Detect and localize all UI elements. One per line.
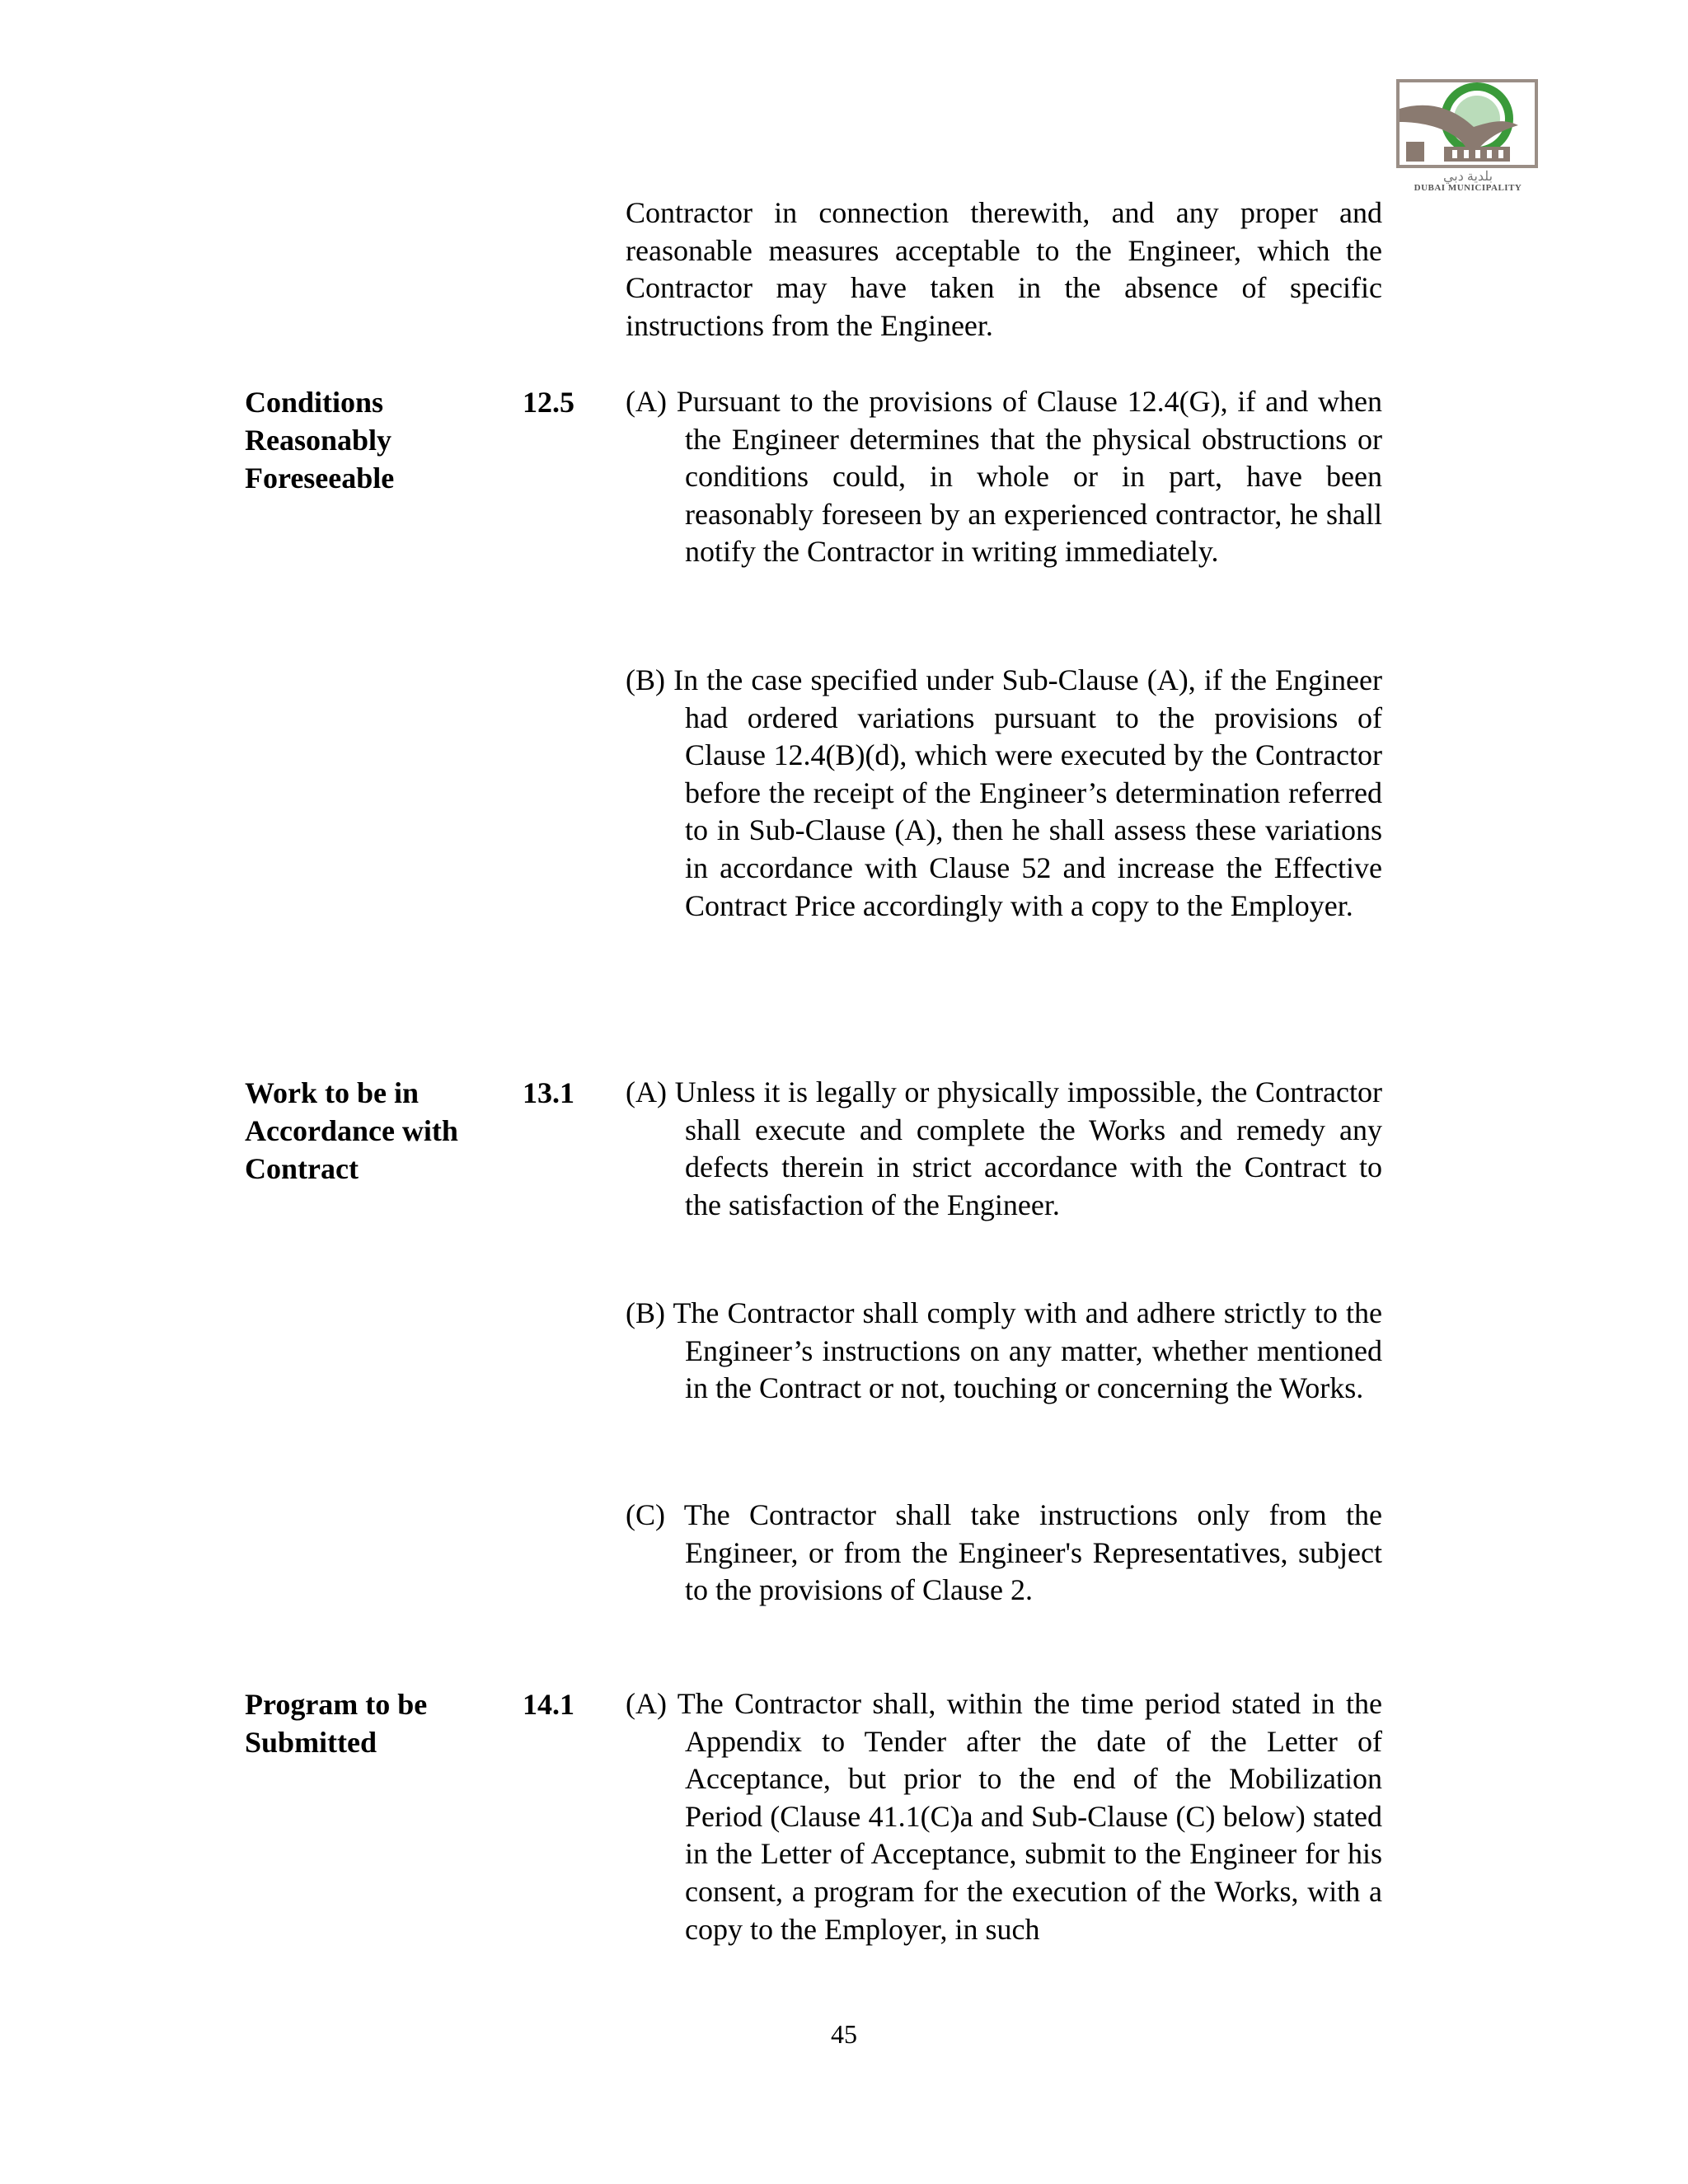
clause-number: 14.1 (523, 1688, 574, 1721)
sub-clause-item (626, 1685, 1382, 1948)
logo-arabic-text: بلدية دبي (1442, 170, 1493, 184)
logo-emblem-icon (1395, 76, 1541, 175)
section-title-line: Submitted (245, 1726, 377, 1759)
page-number: 45 (831, 2019, 857, 2049)
sub-clause-item (626, 1295, 1382, 1408)
section-title-line: Program to be (245, 1688, 428, 1721)
sub-clause-text: The Contractor shall comply with and adhere strictly to the Engineer’s instructions on any matter, whether mentioned in the Contract or not, touching or concerning the Works. (673, 1296, 1382, 1405)
sub-clause-text: The Contractor shall, within the time period stated in the Appendix to Tender after the date of the Letter of Acceptance, but prior to the end of the Mobilization Period (Clause 41.1(C)a and Sub-Clause (C) below) stated in the Letter of Acceptance, submit to the Engineer for his consent, a program for the execution of the Works, with a copy to the Employer, in such (677, 1687, 1382, 1946)
section-title-conditions-reasonably-foreseeable (245, 383, 509, 497)
sub-clause-item (626, 383, 1382, 571)
sub-clause-marker: (B) (626, 663, 665, 696)
sub-clause-marker: (C) (626, 1498, 665, 1531)
sub-clause-item (626, 1497, 1382, 1610)
sub-clause-marker: (A) (626, 1687, 667, 1720)
sub-clause-marker: (A) (626, 385, 667, 418)
section-title-line: Foreseeable (245, 462, 395, 494)
section-title-line: Conditions (245, 386, 384, 419)
sub-clause-item (626, 662, 1382, 925)
sub-clause-marker: (B) (626, 1296, 665, 1329)
continuation-paragraph: Contractor in connection therewith, and any proper and reasonable measures acceptable to the Engineer, which the Contractor may have taken in the absence of specific instructions from the Engineer. (626, 196, 1382, 342)
section-title-line: Reasonably (245, 424, 392, 457)
section-title-line: Accordance with (245, 1114, 458, 1147)
sub-clause-text: Unless it is legally or physically impossible, the Contractor shall execute and complete the Works and remedy any defects therein in strict accordance with the Contract to the satisfaction of the Engineer. (674, 1076, 1383, 1221)
sub-clause-item (626, 1074, 1382, 1224)
dubai-municipality-logo (1395, 76, 1541, 198)
section-title-work-in-accordance (245, 1074, 509, 1188)
clause-number: 12.5 (523, 386, 574, 419)
clause-number: 13.1 (523, 1076, 574, 1109)
sub-clause-marker: (A) (626, 1076, 667, 1108)
section-title-program-to-be-submitted (245, 1685, 509, 1761)
logo-caption: DUBAI MUNICIPALITY (1414, 183, 1522, 193)
section-title-line: Contract (245, 1152, 359, 1185)
sub-clause-text: Pursuant to the provisions of Clause 12.4(G), if and when the Engineer determines that the physical obstructions or conditions could, in whole or in part, have been reasonably foreseen by an experienced contractor, he shall notify the Contractor in writing immediately. (676, 385, 1382, 569)
sub-clause-text: In the case specified under Sub-Clause (A), if the Engineer had ordered variations pursuant to the provisions of Clause 12.4(B)(d), which were executed by the Contractor before the receipt of the Engineer’s determination referred to in Sub-Clause (A), then he shall assess these variations in accordance with Clause 52 and increase the Effective Contract Price accordingly with a copy to the Employer. (673, 663, 1382, 922)
section-title-line: Work to be in (245, 1076, 420, 1109)
sub-clause-text: The Contractor shall take instructions only from the Engineer, or from the Engineer's Representatives, subject to the provisions of Clause 2. (683, 1498, 1382, 1607)
